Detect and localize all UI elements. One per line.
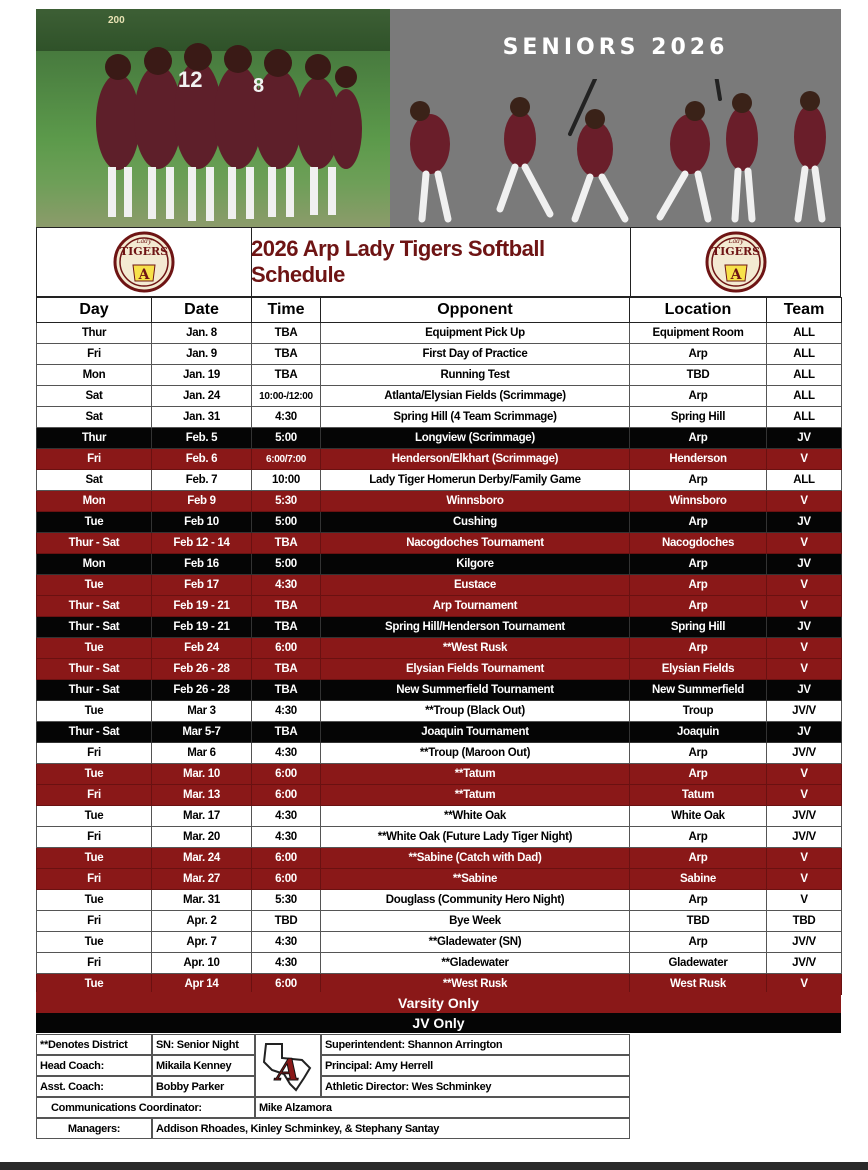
cell-time: 6:00/7:00 [252,449,321,470]
logo-cell-left [37,228,252,296]
cell-location: Arp [630,890,767,911]
cell-date: Mar. 20 [152,827,252,848]
cell-location: Arp [630,596,767,617]
table-row [37,638,842,659]
cell-opponent: **Sabine [321,869,630,890]
cell-date: Apr. 2 [152,911,252,932]
cell-opponent: **Tatum [321,764,630,785]
district-note: **Denotes District [36,1034,152,1055]
cell-time: 10:00-/12:00 [252,386,321,407]
cell-opponent: Longview (Scrimmage) [321,428,630,449]
cell-day: Sat [37,407,152,428]
cell-time: TBA [252,617,321,638]
principal: Principal: Amy Herrell [321,1055,630,1076]
cell-day: Thur - Sat [37,533,152,554]
logo-cell-right [630,228,841,296]
cell-date: Feb. 5 [152,428,252,449]
comms-name: Mike Alzamora [255,1097,630,1118]
cell-time: 5:30 [252,890,321,911]
cell-time: TBA [252,680,321,701]
cell-day: Fri [37,953,152,974]
cell-date: Mar. 24 [152,848,252,869]
cell-day: Tue [37,890,152,911]
texas-a-logo-icon [258,1038,318,1094]
cell-time: 6:00 [252,869,321,890]
cell-opponent: Bye Week [321,911,630,932]
cell-opponent: Nacogdoches Tournament [321,533,630,554]
table-row [37,785,842,806]
cell-time: 4:30 [252,932,321,953]
seniors-photo [390,9,841,227]
cell-time: 4:30 [252,701,321,722]
cell-location: Arp [630,470,767,491]
cell-opponent: Winnsboro [321,491,630,512]
cell-opponent: **Tatum [321,785,630,806]
cell-date: Mar. 17 [152,806,252,827]
cell-opponent: **West Rusk [321,974,630,995]
cell-time: 6:00 [252,974,321,995]
head-coach-name: Mikaila Kenney [152,1055,255,1076]
cell-team: V [767,785,842,806]
table-row [37,407,842,428]
column-header-day: Day [37,298,152,323]
cell-day: Fri [37,785,152,806]
cell-location: Nacogdoches [630,533,767,554]
table-row [37,344,842,365]
cell-team: ALL [767,470,842,491]
cell-team: V [767,533,842,554]
cell-time: TBA [252,533,321,554]
cell-location: Spring Hill [630,407,767,428]
cell-opponent: Henderson/Elkhart (Scrimmage) [321,449,630,470]
cell-time: TBA [252,659,321,680]
wall-distance-text: 200 [108,15,125,26]
cell-date: Feb 9 [152,491,252,512]
table-row [37,386,842,407]
table-row [37,911,842,932]
cell-day: Fri [37,911,152,932]
cell-location: Arp [630,554,767,575]
cell-date: Jan. 8 [152,323,252,344]
cell-opponent: Cushing [321,512,630,533]
cell-day: Thur - Sat [37,596,152,617]
cell-time: 10:00 [252,470,321,491]
cell-team: V [767,575,842,596]
cell-team: TBD [767,911,842,932]
schedule-header [36,227,841,297]
cell-team: ALL [767,365,842,386]
cell-day: Tue [37,974,152,995]
cell-day: Fri [37,869,152,890]
cell-opponent: Arp Tournament [321,596,630,617]
legend-varsity-only: Varsity Only [36,992,841,1013]
senior-night-note: SN: Senior Night [152,1034,255,1055]
cell-day: Mon [37,491,152,512]
logo-script-text: Lady [136,238,152,245]
cell-location: Arp [630,827,767,848]
cell-team: JV [767,428,842,449]
cell-location: Arp [630,344,767,365]
cell-location: Sabine [630,869,767,890]
senior-players-illustration [390,79,841,227]
cell-time: 6:00 [252,638,321,659]
cell-time: TBA [252,365,321,386]
table-row [37,365,842,386]
cell-date: Feb 26 - 28 [152,659,252,680]
logo-a-letter: A [276,1052,300,1088]
table-row [37,869,842,890]
page-title: 2026 Arp Lady Tigers Softball Schedule [251,236,545,287]
cell-location: Equipment Room [630,323,767,344]
arp-texas-logo [255,1034,321,1097]
cell-team: V [767,596,842,617]
seniors-title: SENIORS 2026 [502,35,729,60]
cell-location: West Rusk [630,974,767,995]
cell-date: Mar 3 [152,701,252,722]
cell-date: Feb 19 - 21 [152,596,252,617]
table-row [37,806,842,827]
cell-location: TBD [630,911,767,932]
cell-day: Tue [37,512,152,533]
cell-location: White Oak [630,806,767,827]
cell-time: 4:30 [252,827,321,848]
cell-day: Tue [37,701,152,722]
superintendent: Superintendent: Shannon Arrington [321,1034,630,1055]
cell-date: Jan. 19 [152,365,252,386]
comms-label: Communications Coordinator: [36,1097,255,1118]
cell-date: Mar. 31 [152,890,252,911]
table-row [37,512,842,533]
cell-opponent: Equipment Pick Up [321,323,630,344]
cell-opponent: Douglass (Community Hero Night) [321,890,630,911]
column-header-date: Date [152,298,252,323]
cell-time: 4:30 [252,743,321,764]
head-coach-label: Head Coach: [36,1055,152,1076]
table-row [37,491,842,512]
cell-team: V [767,638,842,659]
table-row [37,617,842,638]
cell-opponent: Running Test [321,365,630,386]
bottom-bar [0,1162,868,1170]
cell-opponent: Eustace [321,575,630,596]
logo-letter: A [138,267,150,283]
table-row [37,575,842,596]
cell-opponent: **Sabine (Catch with Dad) [321,848,630,869]
cell-team: V [767,764,842,785]
cell-date: Feb. 7 [152,470,252,491]
cell-location: Gladewater [630,953,767,974]
cell-time: 4:30 [252,575,321,596]
cell-team: V [767,869,842,890]
cell-location: Arp [630,575,767,596]
cell-opponent: Kilgore [321,554,630,575]
managers-label: Managers: [36,1118,152,1139]
table-row [37,554,842,575]
cell-time: TBD [252,911,321,932]
cell-time: 6:00 [252,785,321,806]
cell-location: Arp [630,932,767,953]
table-row [37,890,842,911]
table-row [37,743,842,764]
table-row [37,533,842,554]
cell-team: V [767,890,842,911]
asst-coach-label: Asst. Coach: [36,1076,152,1097]
cell-day: Thur [37,428,152,449]
cell-time: 5:00 [252,554,321,575]
cell-team: V [767,449,842,470]
cell-date: Feb 24 [152,638,252,659]
cell-time: 5:00 [252,428,321,449]
cell-day: Thur - Sat [37,659,152,680]
cell-day: Tue [37,764,152,785]
cell-team: JV/V [767,701,842,722]
column-header-location: Location [630,298,767,323]
cell-date: Apr 14 [152,974,252,995]
cell-team: JV [767,617,842,638]
cell-day: Thur [37,323,152,344]
cell-day: Tue [37,932,152,953]
cell-team: JV/V [767,932,842,953]
cell-date: Jan. 31 [152,407,252,428]
cell-date: Mar 6 [152,743,252,764]
cell-opponent: Elysian Fields Tournament [321,659,630,680]
logo-text: TIGERS [119,245,169,258]
cell-opponent: **White Oak (Future Lady Tiger Night) [321,827,630,848]
cell-team: ALL [767,407,842,428]
cell-date: Mar. 27 [152,869,252,890]
managers-names: Addison Rhoades, Kinley Schminkey, & Stephany Santay [152,1118,630,1139]
table-row [37,764,842,785]
cell-time: TBA [252,596,321,617]
cell-team: JV/V [767,743,842,764]
cell-opponent: **West Rusk [321,638,630,659]
cell-location: Arp [630,743,767,764]
tigers-logo-icon [109,231,179,293]
svg-text:8: 8 [253,75,265,97]
cell-day: Fri [37,344,152,365]
cell-team: JV/V [767,806,842,827]
cell-location: Arp [630,848,767,869]
cell-time: 4:30 [252,953,321,974]
cell-opponent: **Troup (Black Out) [321,701,630,722]
cell-time: 6:00 [252,764,321,785]
cell-date: Jan. 24 [152,386,252,407]
cell-opponent: **Troup (Maroon Out) [321,743,630,764]
cell-time: 5:00 [252,512,321,533]
cell-day: Mon [37,554,152,575]
cell-day: Mon [37,365,152,386]
cell-date: Feb 19 - 21 [152,617,252,638]
cell-date: Feb 16 [152,554,252,575]
cell-day: Fri [37,743,152,764]
cell-location: TBD [630,365,767,386]
cell-day: Tue [37,575,152,596]
legend-jv-only: JV Only [36,1013,841,1033]
cell-day: Fri [37,827,152,848]
cell-location: Henderson [630,449,767,470]
table-row [37,680,842,701]
cell-location: Arp [630,428,767,449]
cell-day: Tue [37,806,152,827]
logo-text: TIGERS [711,245,761,258]
table-row [37,323,842,344]
cell-opponent: First Day of Practice [321,344,630,365]
cell-team: ALL [767,323,842,344]
cell-location: New Summerfield [630,680,767,701]
cell-time: TBA [252,722,321,743]
cell-opponent: **Gladewater [321,953,630,974]
cell-opponent: Lady Tiger Homerun Derby/Family Game [321,470,630,491]
tigers-logo-icon [701,231,771,293]
cell-location: Troup [630,701,767,722]
cell-team: V [767,848,842,869]
table-row [37,449,842,470]
cell-time: TBA [252,344,321,365]
table-row [37,596,842,617]
table-header-row [37,298,842,323]
table-row [37,722,842,743]
cell-location: Tatum [630,785,767,806]
cell-day: Sat [37,386,152,407]
cell-opponent: New Summerfield Tournament [321,680,630,701]
cell-team: JV [767,512,842,533]
cell-time: 5:30 [252,491,321,512]
column-header-opponent: Opponent [321,298,630,323]
cell-opponent: **White Oak [321,806,630,827]
cell-day: Thur - Sat [37,680,152,701]
cell-team: V [767,974,842,995]
table-row [37,848,842,869]
table-row [37,428,842,449]
cell-opponent: Joaquin Tournament [321,722,630,743]
cell-day: Sat [37,470,152,491]
cell-location: Spring Hill [630,617,767,638]
table-row [37,470,842,491]
cell-date: Mar. 13 [152,785,252,806]
cell-opponent: Spring Hill/Henderson Tournament [321,617,630,638]
athletic-director: Athletic Director: Wes Schminkey [321,1076,630,1097]
cell-team: JV [767,722,842,743]
cell-date: Mar 5-7 [152,722,252,743]
cell-opponent: Atlanta/Elysian Fields (Scrimmage) [321,386,630,407]
cell-opponent: Spring Hill (4 Team Scrimmage) [321,407,630,428]
cell-team: JV/V [767,827,842,848]
huddle-illustration [78,37,368,227]
cell-day: Tue [37,638,152,659]
schedule-table [36,297,842,995]
table-row [37,659,842,680]
logo-letter: A [730,267,742,283]
cell-date: Feb. 6 [152,449,252,470]
cell-time: 6:00 [252,848,321,869]
cell-date: Apr. 7 [152,932,252,953]
cell-team: JV/V [767,953,842,974]
cell-date: Jan. 9 [152,344,252,365]
table-row [37,932,842,953]
cell-location: Arp [630,386,767,407]
schedule-body [37,323,842,995]
cell-date: Feb 17 [152,575,252,596]
cell-date: Feb 12 - 14 [152,533,252,554]
cell-location: Arp [630,638,767,659]
cell-location: Winnsboro [630,491,767,512]
cell-day: Fri [37,449,152,470]
cell-location: Arp [630,764,767,785]
cell-team: ALL [767,386,842,407]
cell-day: Thur - Sat [37,617,152,638]
cell-team: JV [767,554,842,575]
svg-text:12: 12 [178,67,203,92]
cell-opponent: **Gladewater (SN) [321,932,630,953]
cell-date: Apr. 10 [152,953,252,974]
cell-team: V [767,491,842,512]
column-header-time: Time [252,298,321,323]
table-row [37,827,842,848]
cell-location: Arp [630,512,767,533]
column-header-team: Team [767,298,842,323]
cell-team: ALL [767,344,842,365]
cell-day: Tue [37,848,152,869]
cell-location: Joaquin [630,722,767,743]
cell-location: Elysian Fields [630,659,767,680]
cell-date: Feb 26 - 28 [152,680,252,701]
cell-time: TBA [252,323,321,344]
asst-coach-name: Bobby Parker [152,1076,255,1097]
cell-time: 4:30 [252,407,321,428]
logo-script-text: Lady [728,238,744,245]
table-row [37,953,842,974]
cell-date: Feb 10 [152,512,252,533]
cell-day: Thur - Sat [37,722,152,743]
cell-team: V [767,659,842,680]
cell-team: JV [767,680,842,701]
cell-date: Mar. 10 [152,764,252,785]
cell-time: 4:30 [252,806,321,827]
team-huddle-photo [36,9,390,227]
table-row [37,701,842,722]
